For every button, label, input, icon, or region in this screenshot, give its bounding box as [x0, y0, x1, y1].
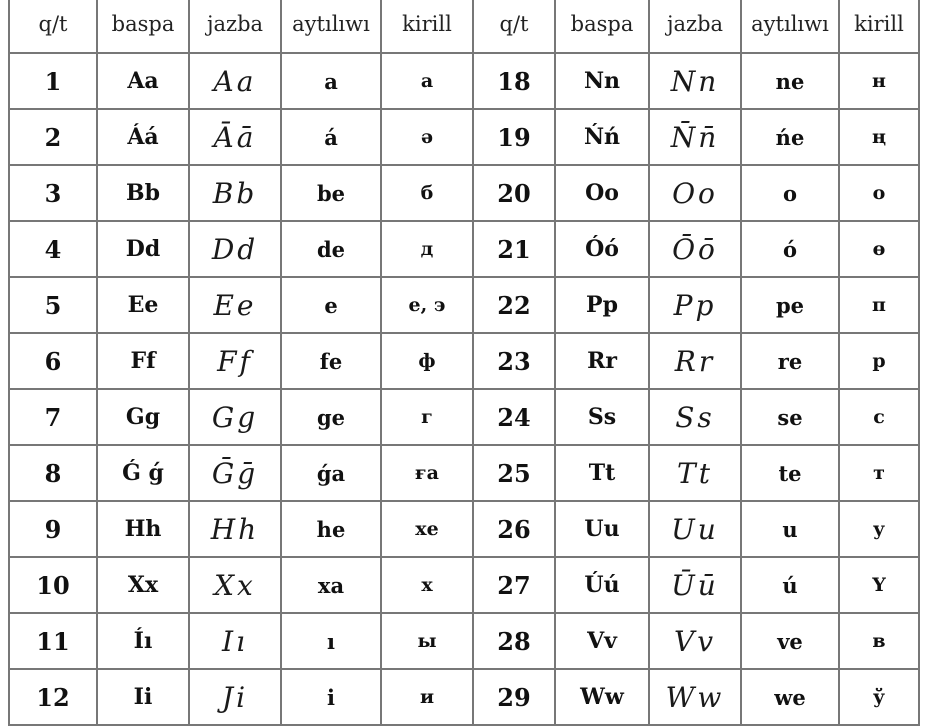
- cyrillic-cell: в: [839, 613, 919, 669]
- number-cell: 28: [473, 613, 555, 669]
- handwritten-letter-cell: Ōō: [649, 221, 741, 277]
- number-cell: 11: [9, 613, 97, 669]
- pronunciation-cell: u: [741, 501, 839, 557]
- table-row: [9, 669, 919, 725]
- printed-letter-cell: Xx: [97, 557, 189, 613]
- header-cell: aytılıwı: [281, 0, 381, 53]
- table-row: [9, 557, 919, 613]
- printed-letter-cell: Oo: [555, 165, 649, 221]
- handwritten-letter-cell: Ff: [189, 333, 281, 389]
- cyrillic-cell: е, э: [381, 277, 473, 333]
- pronunciation-cell: ó: [741, 221, 839, 277]
- cyrillic-cell: ы: [381, 613, 473, 669]
- cyrillic-cell: б: [381, 165, 473, 221]
- cyrillic-cell: с: [839, 389, 919, 445]
- header-cell: kirill: [381, 0, 473, 53]
- handwritten-letter-cell: Xx: [189, 557, 281, 613]
- cyrillic-cell: н: [839, 53, 919, 109]
- printed-letter-cell: Tt: [555, 445, 649, 501]
- pronunciation-cell: ú: [741, 557, 839, 613]
- pronunciation-cell: á: [281, 109, 381, 165]
- pronunciation-cell: xa: [281, 557, 381, 613]
- printed-letter-cell: Ss: [555, 389, 649, 445]
- handwritten-letter-cell: Aa: [189, 53, 281, 109]
- handwritten-letter-cell: Vv: [649, 613, 741, 669]
- pronunciation-cell: de: [281, 221, 381, 277]
- handwritten-letter-cell: Rr: [649, 333, 741, 389]
- pronunciation-cell: e: [281, 277, 381, 333]
- header-cell: aytılıwı: [741, 0, 839, 53]
- pronunciation-cell: ı: [281, 613, 381, 669]
- number-cell: 25: [473, 445, 555, 501]
- table-row: [9, 53, 919, 109]
- number-cell: 29: [473, 669, 555, 725]
- cyrillic-cell: и: [381, 669, 473, 725]
- number-cell: 1: [9, 53, 97, 109]
- printed-letter-cell: Nn: [555, 53, 649, 109]
- printed-letter-cell: Íı: [97, 613, 189, 669]
- number-cell: 23: [473, 333, 555, 389]
- pronunciation-cell: he: [281, 501, 381, 557]
- number-cell: 5: [9, 277, 97, 333]
- cyrillic-cell: д: [381, 221, 473, 277]
- cyrillic-cell: г: [381, 389, 473, 445]
- handwritten-letter-cell: Hh: [189, 501, 281, 557]
- cyrillic-cell: ф: [381, 333, 473, 389]
- handwritten-letter-cell: Ḡḡ: [189, 445, 281, 501]
- number-cell: 2: [9, 109, 97, 165]
- table-row: [9, 501, 919, 557]
- header-cell: q/t: [473, 0, 555, 53]
- printed-letter-cell: Ii: [97, 669, 189, 725]
- pronunciation-cell: se: [741, 389, 839, 445]
- number-cell: 10: [9, 557, 97, 613]
- pronunciation-cell: i: [281, 669, 381, 725]
- handwritten-letter-cell: Ūū: [649, 557, 741, 613]
- handwritten-letter-cell: Pp: [649, 277, 741, 333]
- pronunciation-cell: we: [741, 669, 839, 725]
- pronunciation-cell: ǵa: [281, 445, 381, 501]
- printed-letter-cell: Ww: [555, 669, 649, 725]
- cyrillic-cell: ң: [839, 109, 919, 165]
- handwritten-letter-cell: Dd: [189, 221, 281, 277]
- header-cell: jazba: [189, 0, 281, 53]
- pronunciation-cell: ne: [741, 53, 839, 109]
- cyrillic-cell: р: [839, 333, 919, 389]
- handwritten-letter-cell: Oo: [649, 165, 741, 221]
- cyrillic-cell: ға: [381, 445, 473, 501]
- cyrillic-cell: х: [381, 557, 473, 613]
- pronunciation-cell: ńe: [741, 109, 839, 165]
- number-cell: 24: [473, 389, 555, 445]
- handwritten-letter-cell: Nn: [649, 53, 741, 109]
- pronunciation-cell: be: [281, 165, 381, 221]
- printed-letter-cell: Pp: [555, 277, 649, 333]
- handwritten-letter-cell: Tt: [649, 445, 741, 501]
- alphabet-table: [8, 0, 920, 726]
- handwritten-letter-cell: Āā: [189, 109, 281, 165]
- printed-letter-cell: Úú: [555, 557, 649, 613]
- table-row: [9, 109, 919, 165]
- cyrillic-cell: Ү: [839, 557, 919, 613]
- number-cell: 8: [9, 445, 97, 501]
- number-cell: 7: [9, 389, 97, 445]
- header-row: [9, 0, 919, 53]
- printed-letter-cell: Áá: [97, 109, 189, 165]
- table-row: [9, 613, 919, 669]
- printed-letter-cell: Ee: [97, 277, 189, 333]
- header-cell: jazba: [649, 0, 741, 53]
- printed-letter-cell: Hh: [97, 501, 189, 557]
- printed-letter-cell: Vv: [555, 613, 649, 669]
- header-cell: q/t: [9, 0, 97, 53]
- handwritten-letter-cell: Iı: [189, 613, 281, 669]
- cyrillic-cell: о: [839, 165, 919, 221]
- handwritten-letter-cell: Ww: [649, 669, 741, 725]
- number-cell: 4: [9, 221, 97, 277]
- table-row: [9, 221, 919, 277]
- pronunciation-cell: a: [281, 53, 381, 109]
- number-cell: 9: [9, 501, 97, 557]
- printed-letter-cell: Aa: [97, 53, 189, 109]
- number-cell: 27: [473, 557, 555, 613]
- number-cell: 26: [473, 501, 555, 557]
- header-cell: kirill: [839, 0, 919, 53]
- cyrillic-cell: ә: [381, 109, 473, 165]
- cyrillic-cell: п: [839, 277, 919, 333]
- printed-letter-cell: Ńń: [555, 109, 649, 165]
- handwritten-letter-cell: Ji: [189, 669, 281, 725]
- printed-letter-cell: Dd: [97, 221, 189, 277]
- handwritten-letter-cell: Uu: [649, 501, 741, 557]
- number-cell: 6: [9, 333, 97, 389]
- number-cell: 3: [9, 165, 97, 221]
- number-cell: 21: [473, 221, 555, 277]
- table-row: [9, 333, 919, 389]
- cyrillic-cell: ў: [839, 669, 919, 725]
- cyrillic-cell: т: [839, 445, 919, 501]
- header-cell: baspa: [555, 0, 649, 53]
- printed-letter-cell: Ff: [97, 333, 189, 389]
- pronunciation-cell: re: [741, 333, 839, 389]
- handwritten-letter-cell: Gg: [189, 389, 281, 445]
- number-cell: 20: [473, 165, 555, 221]
- number-cell: 12: [9, 669, 97, 725]
- pronunciation-cell: pe: [741, 277, 839, 333]
- cyrillic-cell: у: [839, 501, 919, 557]
- table-row: [9, 389, 919, 445]
- cyrillic-cell: ө: [839, 221, 919, 277]
- handwritten-letter-cell: Ss: [649, 389, 741, 445]
- table-row: [9, 165, 919, 221]
- number-cell: 19: [473, 109, 555, 165]
- pronunciation-cell: te: [741, 445, 839, 501]
- printed-letter-cell: Gg: [97, 389, 189, 445]
- header-cell: baspa: [97, 0, 189, 53]
- handwritten-letter-cell: Ee: [189, 277, 281, 333]
- number-cell: 22: [473, 277, 555, 333]
- handwritten-letter-cell: N̄n̄: [649, 109, 741, 165]
- printed-letter-cell: Rr: [555, 333, 649, 389]
- cyrillic-cell: а: [381, 53, 473, 109]
- pronunciation-cell: ve: [741, 613, 839, 669]
- table-row: [9, 445, 919, 501]
- pronunciation-cell: o: [741, 165, 839, 221]
- printed-letter-cell: Bb: [97, 165, 189, 221]
- pronunciation-cell: fe: [281, 333, 381, 389]
- printed-letter-cell: Ǵ ǵ: [97, 445, 189, 501]
- table-row: [9, 277, 919, 333]
- pronunciation-cell: ge: [281, 389, 381, 445]
- number-cell: 18: [473, 53, 555, 109]
- printed-letter-cell: Óó: [555, 221, 649, 277]
- cyrillic-cell: хе: [381, 501, 473, 557]
- handwritten-letter-cell: Bb: [189, 165, 281, 221]
- printed-letter-cell: Uu: [555, 501, 649, 557]
